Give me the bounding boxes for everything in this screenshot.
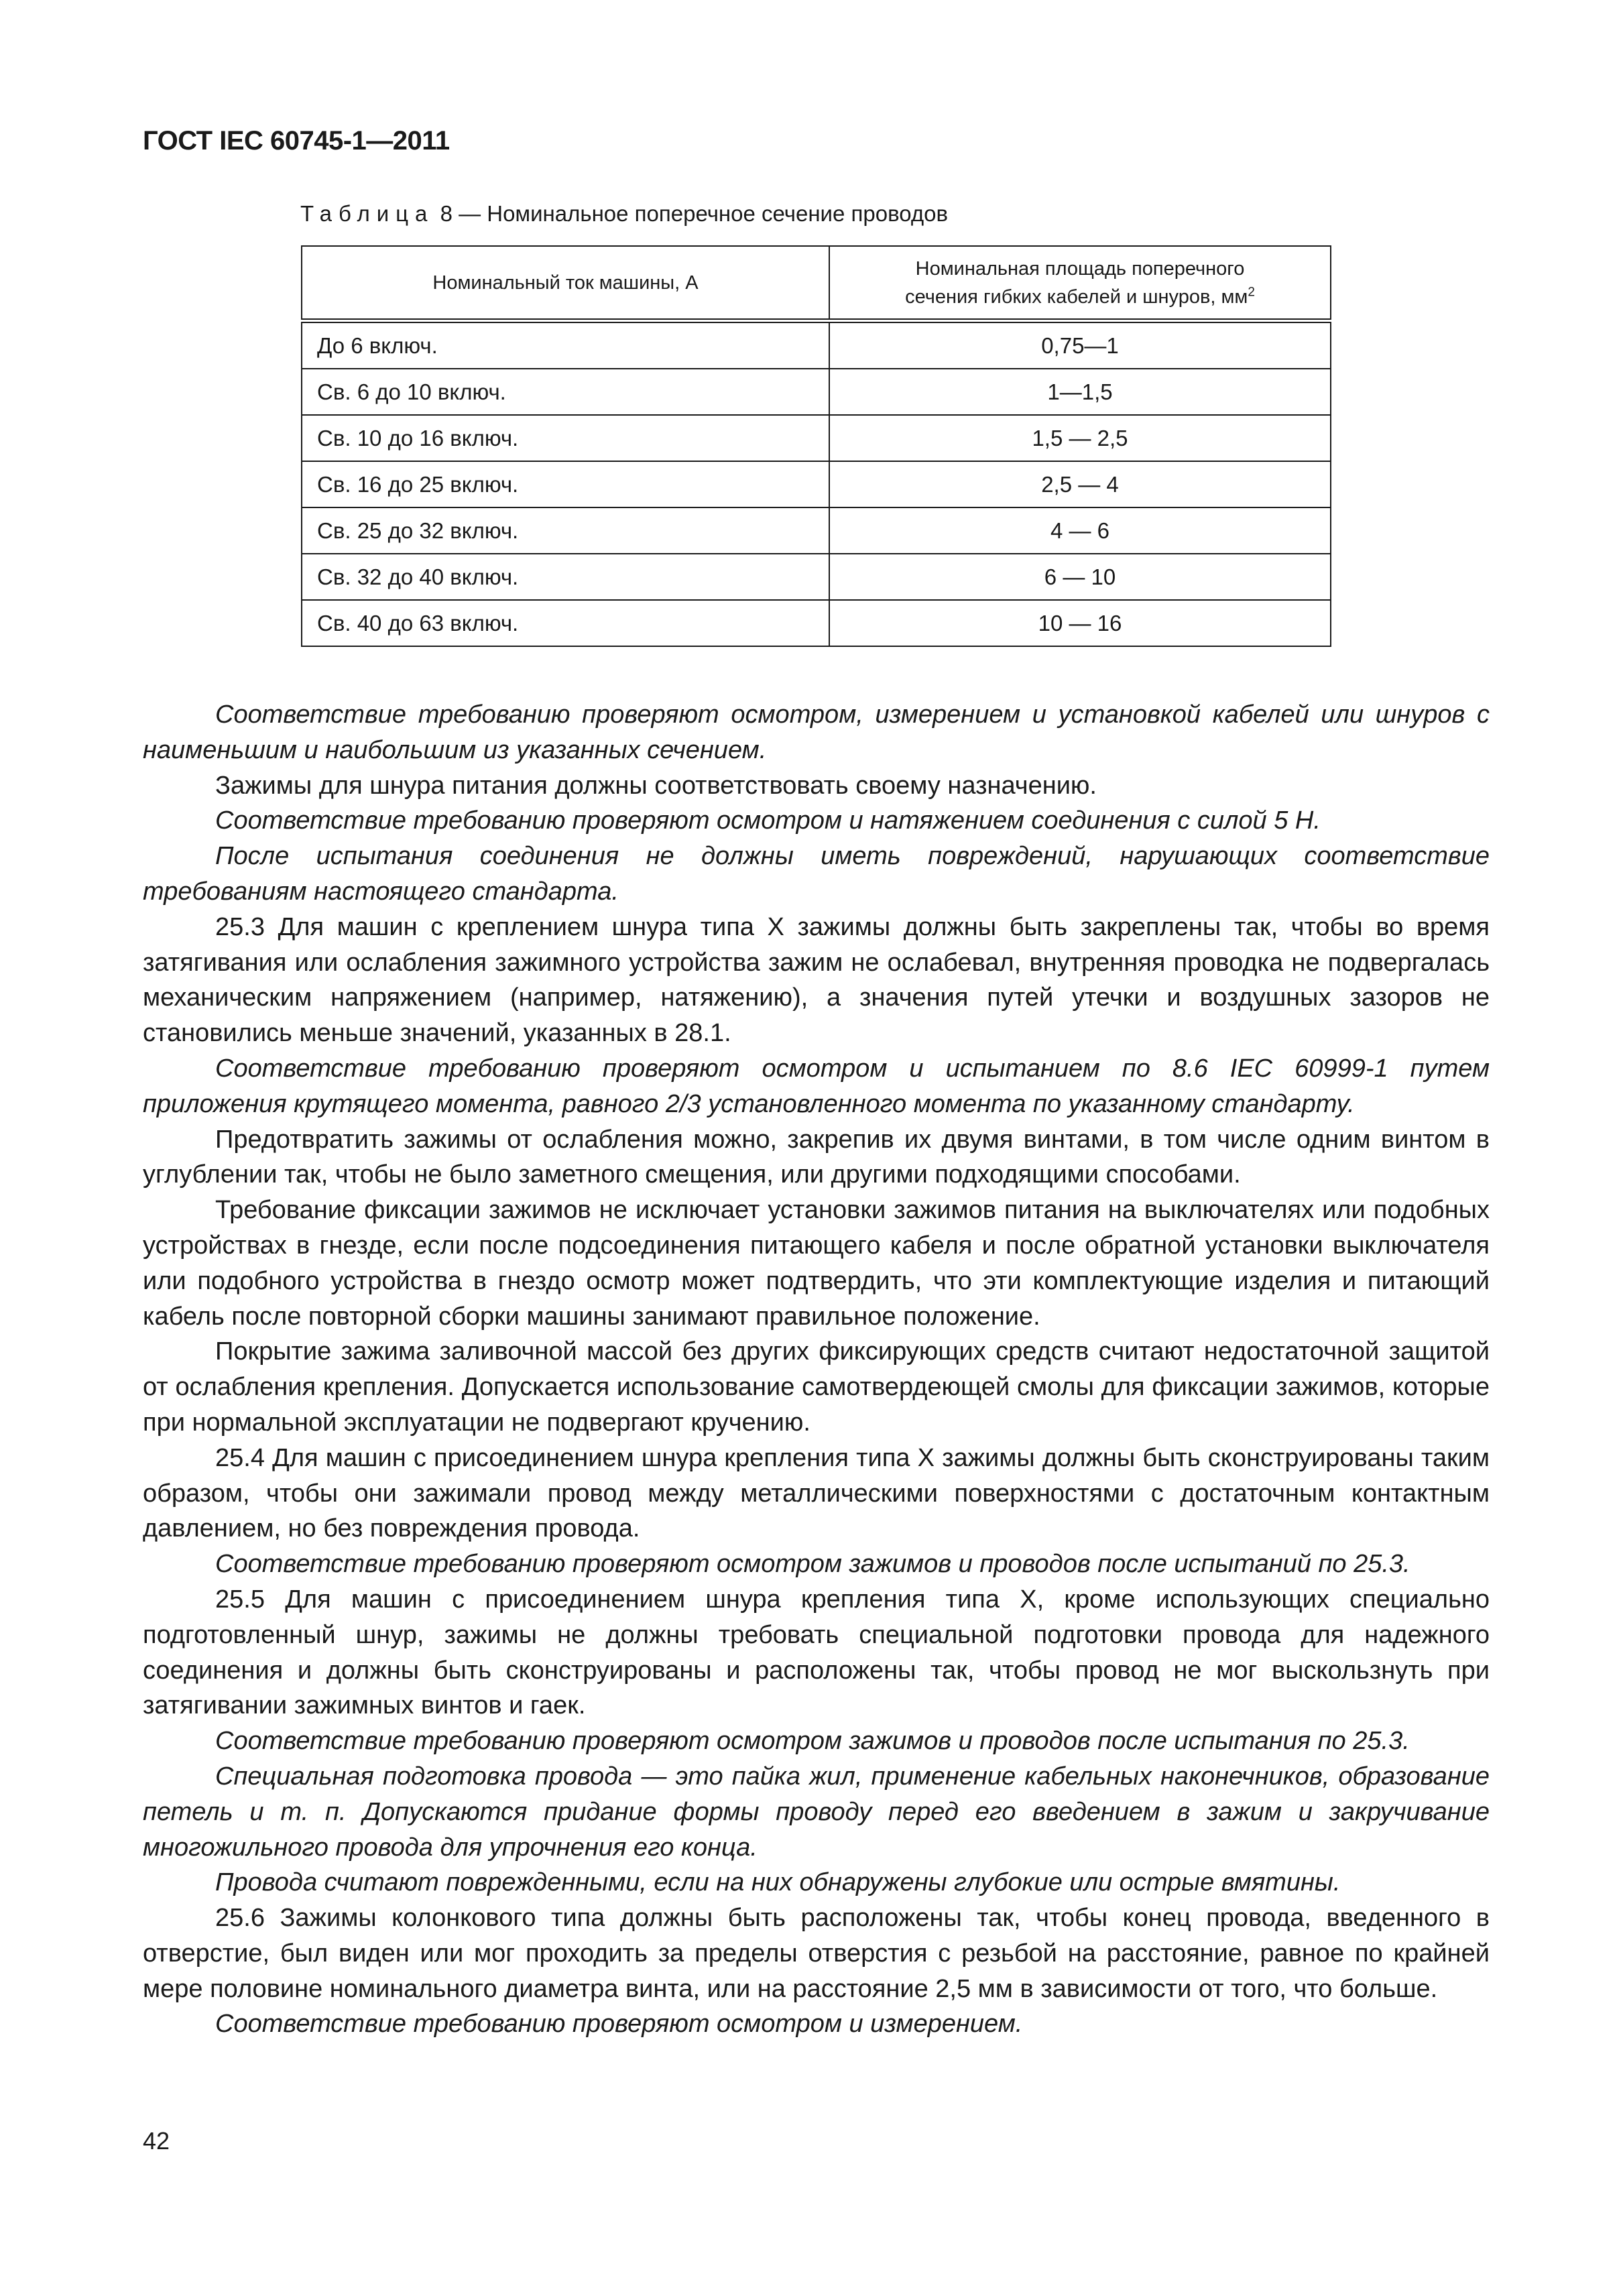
table-body — [302, 321, 1331, 647]
paragraph: 25.4 Для машин с присоединением шнура крепления типа X зажимы должны быть сконструированы таким образом, чтобы они зажимали провод между металлическими поверхностями с достаточным контактным давлением, но без повреждения провода. — [143, 1443, 1490, 1543]
paragraph: Соответствие требованию проверяют осмотром и испытанием по 8.6 IEC 60999-1 путем приложения крутящего момента, равного 2/3 установленного момента по указанному стандарту. — [143, 1054, 1490, 1118]
cell-current: Св. 16 до 25 включ. — [302, 461, 829, 507]
paragraph: Соответствие требованию проверяют осмотром и натяжением соединения с силой 5 Н. — [215, 806, 1321, 835]
column-header-area — [829, 246, 1331, 321]
paragraph: 25.6 Зажимы колонкового типа должны быть расположены так, чтобы конец провода, введенного в отверстие, был виден или мог проходить за пределы отверстия с резьбой на расстояние, равное по крайней мере половине номинального диаметра винта, или на расстояние 2,5 мм в зависимости от того, что больше. — [143, 1904, 1490, 2003]
cell-area: 1—1,5 — [829, 369, 1331, 415]
cell-current: Св. 40 до 63 включ. — [302, 600, 829, 646]
cell-current: До 6 включ. — [302, 321, 829, 369]
wire-cross-section-table — [301, 245, 1331, 647]
paragraph: Покрытие зажима заливочной массой без других фиксирующих средств считают недостаточной защитой от ослабления крепления. Допускается использование самотвердеющей смолы для фиксации зажимов, которые при нормальной эксплуатации не подвергают кручению. — [143, 1337, 1490, 1437]
column-header-area-line1: Номинальная площадь поперечного — [915, 257, 1245, 280]
column-header-current: Номинальный ток машины, А — [302, 246, 829, 321]
cell-current: Св. 10 до 16 включ. — [302, 415, 829, 461]
cell-current: Св. 25 до 32 включ. — [302, 507, 829, 554]
table-caption-word: Таблица — [300, 201, 434, 226]
table-row — [302, 461, 1331, 507]
cell-area: 2,5 — 4 — [829, 461, 1331, 507]
paragraph: Соответствие требованию проверяют осмотром, измерением и установкой кабелей или шнуров с наименьшим и наибольшим из указанных сечением. — [143, 701, 1490, 764]
table-caption — [300, 201, 948, 227]
table-row — [302, 415, 1331, 461]
table-row — [302, 369, 1331, 415]
cell-area: 0,75—1 — [829, 321, 1331, 369]
paragraph: Соответствие требованию проверяют осмотром зажимов и проводов после испытания по 25.3. — [215, 1727, 1410, 1756]
cell-area: 1,5 — 2,5 — [829, 415, 1331, 461]
paragraph: Соответствие требованию проверяют осмотром и измерением. — [215, 2010, 1023, 2039]
body-text — [143, 697, 1490, 2042]
table-row — [302, 600, 1331, 646]
paragraph: После испытания соединения не должны иметь повреждений, нарушающих соответствие требованиям настоящего стандарта. — [143, 842, 1490, 906]
table-caption-text: 8 — Номинальное поперечное сечение проводов — [440, 201, 949, 226]
column-header-area-line2: сечения гибких кабелей и шнуров, мм — [905, 286, 1248, 308]
paragraph: Соответствие требованию проверяют осмотром зажимов и проводов после испытаний по 25.3. — [215, 1550, 1410, 1579]
document-header: ГОСТ IEC 60745-1—2011 — [143, 126, 450, 156]
cell-area: 10 — 16 — [829, 600, 1331, 646]
table-header-row — [302, 246, 1331, 321]
cell-current: Св. 6 до 10 включ. — [302, 369, 829, 415]
paragraph: Провода считают поврежденными, если на них обнаружены глубокие или острые вмятины. — [215, 1868, 1341, 1897]
cell-area: 4 — 6 — [829, 507, 1331, 554]
paragraph: Специальная подготовка провода — это пайка жил, применение кабельных наконечников, образование петель и т. п. Допускаются придание формы проводу перед его введением в зажим и закручивание многожильного провода для упрочнения его конца. — [143, 1762, 1490, 1862]
table-row — [302, 554, 1331, 600]
cell-current: Св. 32 до 40 включ. — [302, 554, 829, 600]
paragraph: 25.5 Для машин с присоединением шнура крепления типа X, кроме использующих специально подготовленный шнур, зажимы не должны требовать специальной подготовки провода для надежного соединения и должны быть сконструированы и расположены так, чтобы провод не мог выскользнуть при затягивании зажимных винтов и гаек. — [143, 1585, 1490, 1720]
column-header-area-sup: 2 — [1248, 284, 1255, 299]
paragraph: Предотвратить зажимы от ослабления можно, закрепив их двумя винтами, в том числе одним винтом в углублении так, чтобы не было заметного смещения, или другими подходящими способами. — [143, 1125, 1490, 1189]
paragraph: Требование фиксации зажимов не исключает установки зажимов питания на выключателях или подобных устройствах в гнезде, если после подсоединения питающего кабеля и после обратной установки выключателя или подобного устройства в гнездо осмотр может подтвердить, что эти комплектующие изделия и питающий кабель после повторной сборки машины занимают правильное положение. — [143, 1196, 1490, 1331]
cell-area: 6 — 10 — [829, 554, 1331, 600]
table-row — [302, 321, 1331, 369]
paragraph: Зажимы для шнура питания должны соответствовать своему назначению. — [215, 771, 1097, 800]
paragraph: 25.3 Для машин с креплением шнура типа X зажимы должны быть закреплены так, чтобы во время затягивания или ослабления зажимного устройства зажим не ослабевал, внутренняя проводка не подвергалась механическим напряжением (например, натяжению), а значения путей утечки и воздушных зазоров не становились меньше значений, указанных в 28.1. — [143, 912, 1490, 1048]
page-number: 42 — [143, 2127, 170, 2155]
table-row — [302, 507, 1331, 554]
